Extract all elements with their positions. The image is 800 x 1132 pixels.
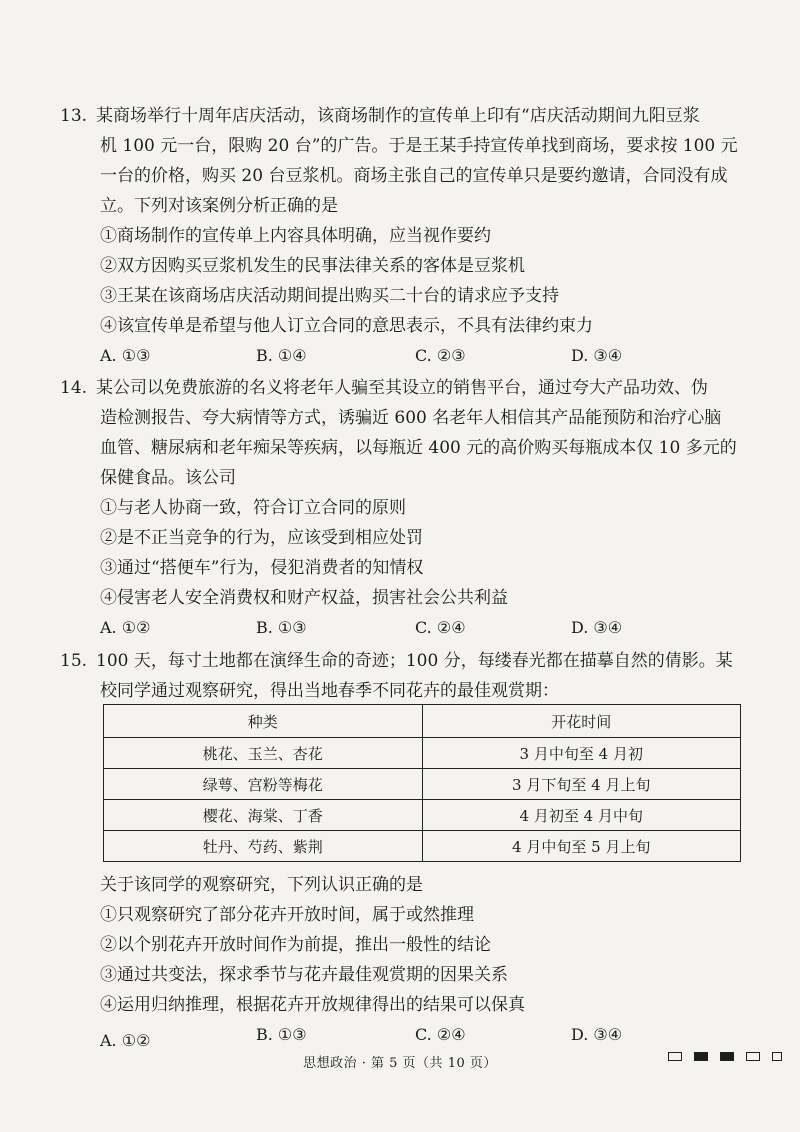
q13-line-3: 一台的价格，购买 20 台豆浆机。商场主张自己的宣传单只是要约邀请，合同没有成 xyxy=(100,166,728,186)
table-header-row xyxy=(104,705,741,738)
question-13 xyxy=(60,101,750,371)
table-row xyxy=(104,831,741,862)
q14-line-2: 造检测报告、夸大病情等方式，诱骗近 600 名老年人相信其产品能预防和治疗心脑 xyxy=(100,408,722,428)
q14-option-c: C. ②④ xyxy=(415,618,466,637)
q14-option-a: A. ①② xyxy=(100,618,151,637)
page-footer: 思想政治 · 第 5 页（共 10 页） xyxy=(303,1056,497,1071)
q15-item-4: ④运用归纳推理，根据花卉开放规律得出的结果可以保真 xyxy=(100,995,525,1015)
q13-line-1: 13. 某商场举行十周年店庆活动，该商场制作的宣传单上印有“店庆活动期间九阳豆浆 xyxy=(60,101,750,131)
q14-line-1: 14. 某公司以免费旅游的名义将老年人骗至其设立的销售平台，通过夸大产品功效、伪 xyxy=(60,373,750,403)
q14-option-d: D. ③④ xyxy=(571,618,623,637)
table-cell-species: 桃花、玉兰、杏花 xyxy=(104,738,423,769)
q13-item-4: ④该宣传单是希望与他人订立合同的意思表示，不具有法律约束力 xyxy=(100,316,593,336)
table-cell-species: 樱花、海棠、丁香 xyxy=(104,800,423,831)
q15-option-b: B. ①③ xyxy=(256,1025,307,1044)
table-cell-species: 牡丹、芍药、紫荆 xyxy=(104,831,423,862)
q15-stem: 关于该同学的观察研究，下列认识正确的是 xyxy=(100,875,423,895)
table-cell-species: 绿萼、宫粉等梅花 xyxy=(104,769,423,800)
q14-options xyxy=(60,613,750,643)
q14-item-3: ③通过“搭便车”行为，侵犯消费者的知情权 xyxy=(100,558,424,578)
q13-number: 13. xyxy=(60,106,88,126)
q13-options xyxy=(60,341,750,371)
question-14 xyxy=(60,373,750,643)
q14-line-3: 血管、糖尿病和老年痴呆等疾病，以每瓶近 400 元的高价购买每瓶成本仅 10 多元的 xyxy=(100,438,737,458)
q13-option-b: B. ①④ xyxy=(256,346,307,365)
q13-line-2: 机 100 元一台，限购 20 台”的广告。于是王某手持宣传单找到商场，要求按 100 元 xyxy=(100,136,738,156)
question-15-continued xyxy=(60,870,750,1050)
scan-mark-filled xyxy=(694,1052,708,1061)
q13-item-1: ①商场制作的宣传单上内容具体明确，应当视作要约 xyxy=(100,226,491,246)
q14-option-b: B. ①③ xyxy=(256,618,307,637)
table-cell-bloom-time: 3 月中旬至 4 月初 xyxy=(422,738,741,769)
table-header-species: 种类 xyxy=(104,705,423,738)
q14-number: 14. xyxy=(60,378,88,398)
q14-line-4: 保健食品。该公司 xyxy=(100,468,236,488)
scan-mark-empty xyxy=(668,1052,682,1061)
q15-option-c: C. ②④ xyxy=(415,1025,466,1044)
q14-item-2: ②是不正当竞争的行为，应该受到相应处罚 xyxy=(100,528,423,548)
q13-option-c: C. ②③ xyxy=(415,346,466,365)
q13-option-a: A. ①③ xyxy=(100,346,151,365)
q13-option-d: D. ③④ xyxy=(571,346,623,365)
q15-option-d: D. ③④ xyxy=(571,1025,623,1044)
scan-mark-filled xyxy=(720,1052,734,1061)
q13-item-3: ③王某在该商场店庆活动期间提出购买二十台的请求应予支持 xyxy=(100,286,559,306)
q14-item-1: ①与老人协商一致，符合订立合同的原则 xyxy=(100,498,406,518)
q15-item-2: ②以个别花卉开放时间作为前提，推出一般性的结论 xyxy=(100,935,491,955)
q15-options xyxy=(60,1020,750,1050)
q15-option-a: A. ①② xyxy=(100,1031,151,1050)
q13-line-4: 立。下列对该案例分析正确的是 xyxy=(100,196,338,216)
table-row xyxy=(104,738,741,769)
scan-mark-empty xyxy=(772,1052,782,1061)
flower-viewing-table xyxy=(103,704,741,862)
table-cell-bloom-time: 4 月初至 4 月中旬 xyxy=(422,800,741,831)
q15-line-1: 15. 100 天，每寸土地都在演绎生命的奇迹；100 分，每缕春光都在描摹自然的倩影。某 xyxy=(60,646,750,676)
table-row xyxy=(104,769,741,800)
table-cell-bloom-time: 4 月中旬至 5 月上旬 xyxy=(422,831,741,862)
q15-line-2: 校同学通过观察研究，得出当地春季不同花卉的最佳观赏期： xyxy=(100,681,559,701)
table-row xyxy=(104,800,741,831)
question-15 xyxy=(60,646,750,706)
q13-item-2: ②双方因购买豆浆机发生的民事法律关系的客体是豆浆机 xyxy=(100,256,525,276)
table-header-bloom-time: 开花时间 xyxy=(422,705,741,738)
q14-item-4: ④侵害老人安全消费权和财产权益，损害社会公共利益 xyxy=(100,588,508,608)
q15-item-1: ①只观察研究了部分花卉开放时间，属于或然推理 xyxy=(100,905,474,925)
table-cell-bloom-time: 3 月下旬至 4 月上旬 xyxy=(422,769,741,800)
q15-item-3: ③通过共变法，探求季节与花卉最佳观赏期的因果关系 xyxy=(100,965,508,985)
scan-mark-empty xyxy=(746,1052,760,1061)
q15-number: 15. xyxy=(60,651,88,671)
